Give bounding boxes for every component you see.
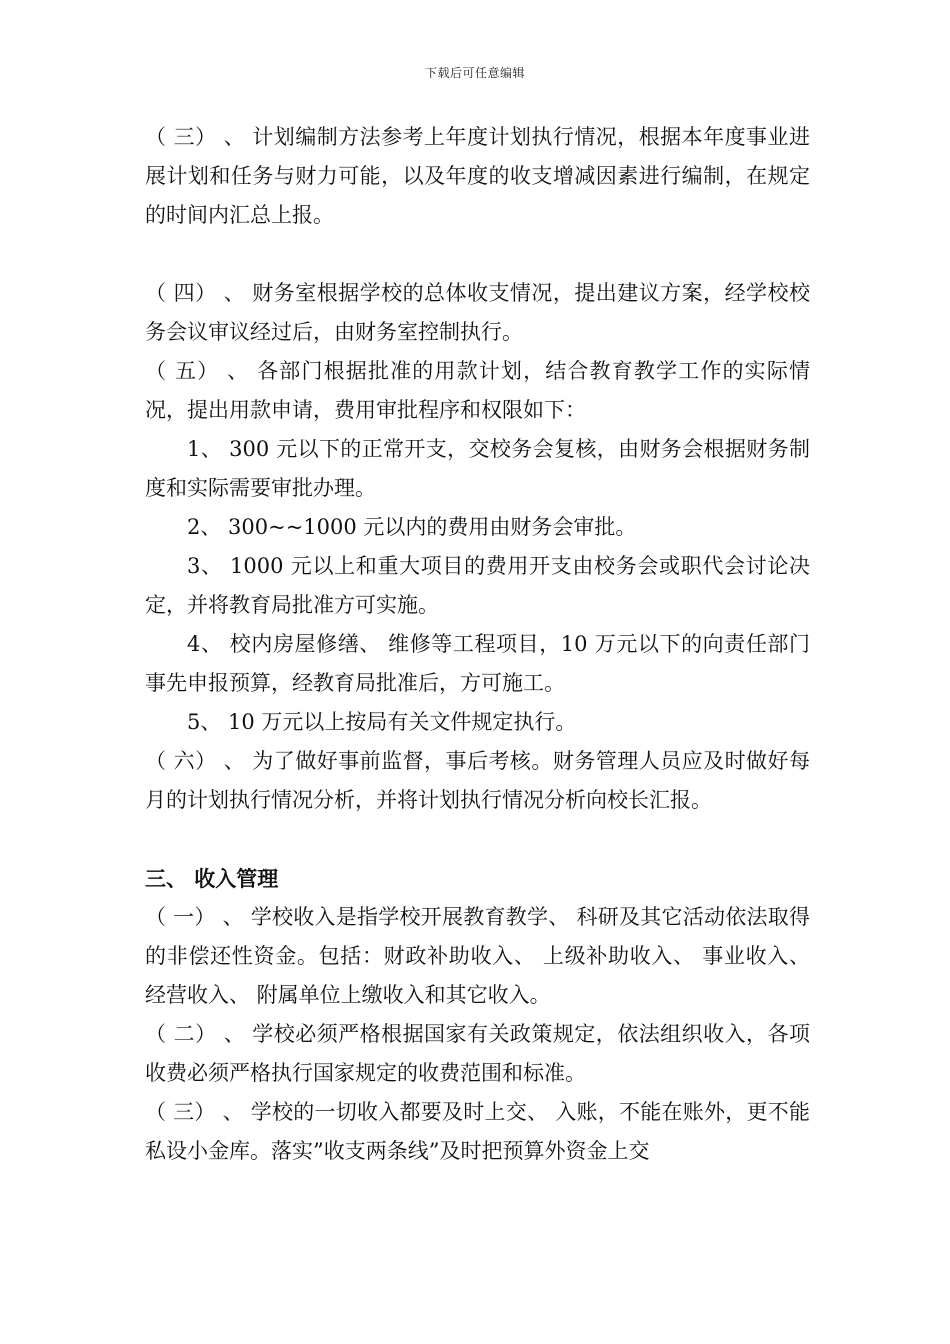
paragraph-plan-method: （ 三） 、 计划编制方法参考上年度计划执行情况，根据本年度事业进展计划和任务与财力可能，以及年度的收支增减因素进行编制，在规定的时间内汇总上报。 [145, 125, 810, 227]
paragraph-income-definition: （ 一） 、 学校收入是指学校开展教育教学、 科研及其它活动依法取得的非偿还性资金。包括：财政补助收入、 上级补助收入、 事业收入、 经营收入、 附属单位上缴收入和其它收入。 [145, 905, 810, 1007]
document-body [145, 118, 810, 1171]
section-heading-income: 三、 收入管理 [145, 866, 279, 891]
list-item-4: 4、 校内房屋修缮、 维修等工程项目，10 万元以下的向责任部门事先申报预算，经教育局批准后，方可施工。 [145, 632, 810, 695]
list-item-3: 3、 1000 元以上和重大项目的费用开支由校务会或职代会讨论决定，并将教育局批准方可实施。 [145, 554, 810, 617]
list-item-1: 1、 300 元以下的正常开支，交校务会复核，由财务会根据财务制度和实际需要审批办理。 [145, 437, 810, 500]
paragraph-gap [145, 235, 810, 274]
paragraph-gap [145, 820, 810, 859]
paragraph-finance-office: （ 四） 、 财务室根据学校的总体收支情况，提出建议方案，经学校校务会议审议经过后，由财务室控制执行。 [145, 281, 810, 344]
header-note: 下载后可任意编辑 [424, 66, 525, 80]
list-item-5: 5、 10 万元以上按局有关文件规定执行。 [187, 710, 577, 734]
paragraph-income-deposit: （ 三） 、 学校的一切收入都要及时上交、 入账，不能在账外，更不能私设小金库。落实”收支两条线”及时把预算外资金上交 [145, 1100, 810, 1163]
paragraph-department-request: （ 五） 、 各部门根据批准的用款计划，结合教育教学工作的实际情况，提出用款申请，费用审批程序和权限如下： [145, 359, 810, 422]
paragraph-income-policy: （ 二） 、 学校必须严格根据国家有关政策规定，依法组织收入，各项收费必须严格执行国家规定的收费范围和标准。 [145, 1022, 810, 1085]
list-item-2: 2、 300~~1000 元以内的费用由财务会审批。 [187, 515, 637, 539]
paragraph-supervision: （ 六） 、 为了做好事前监督，事后考核。财务管理人员应及时做好每月的计划执行情况分析，并将计划执行情况分析向校长汇报。 [145, 749, 810, 812]
